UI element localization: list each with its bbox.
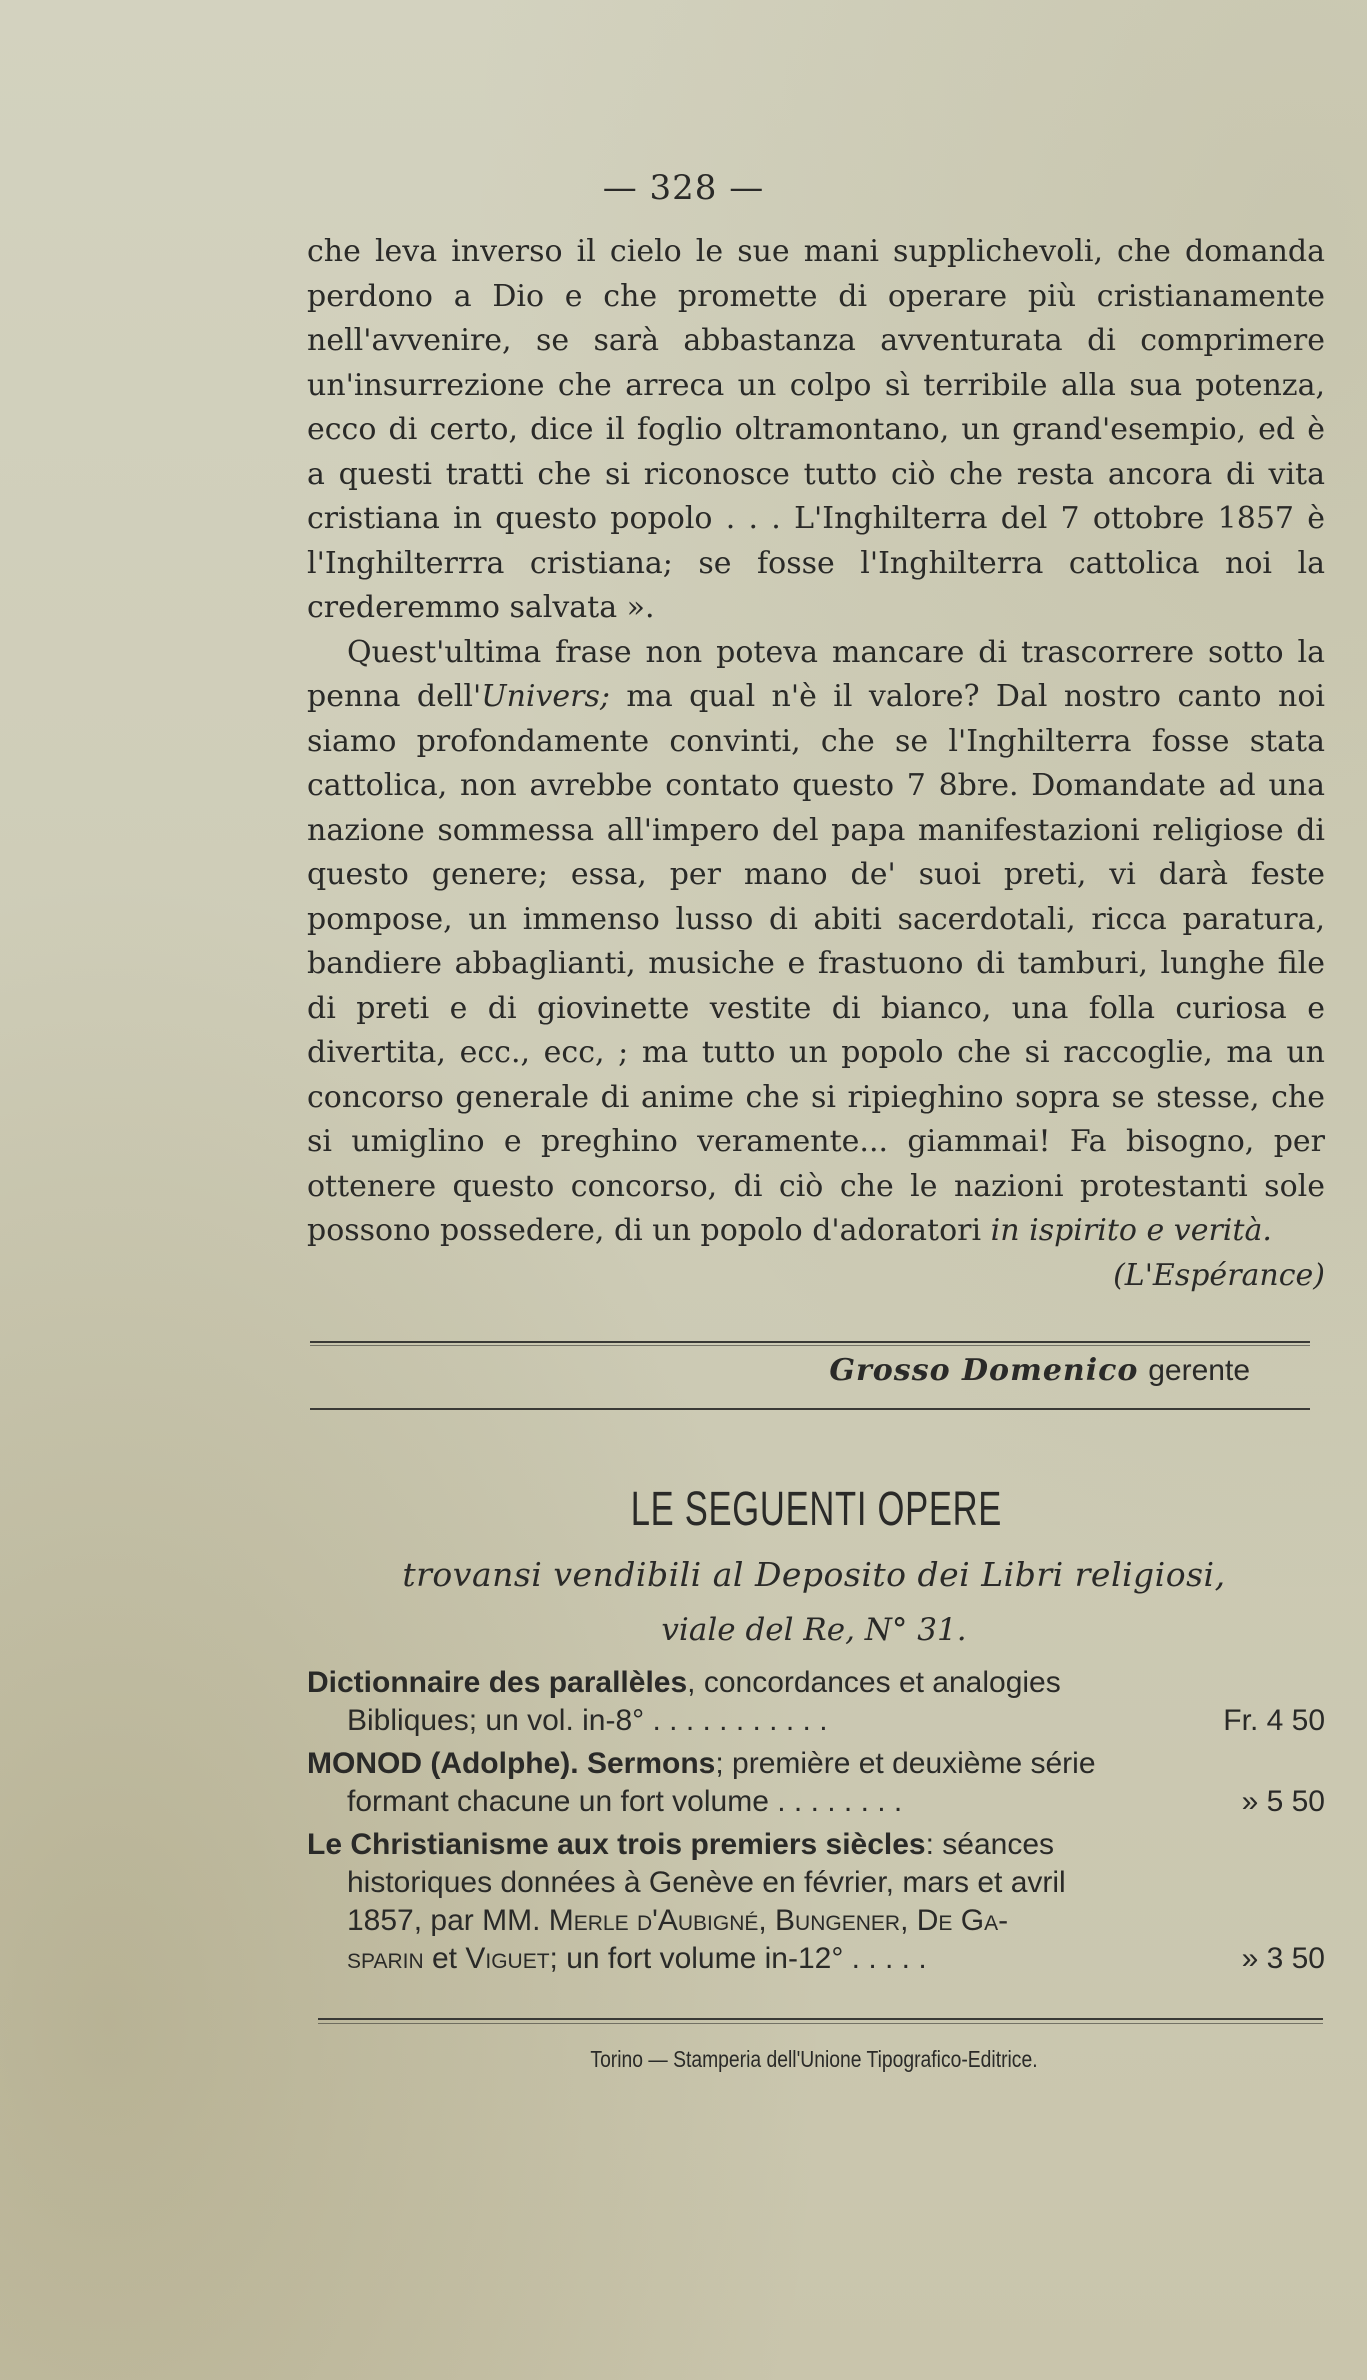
book-price: » 5 50 [1241, 1785, 1325, 1818]
rule-top-signature-thin [310, 1345, 1310, 1346]
article-paragraph-2 [307, 631, 1325, 1293]
rule-footer-thin [318, 2023, 1323, 2024]
advert-subtitle: trovansi vendibili al Deposito dei Libri religiosi, [402, 1555, 1226, 1594]
article-paragraph-1: che leva inverso il cielo le sue mani supplichevoli, che domanda perdono a Dio e che promette di operare più cristianamente nell'avvenire, se sarà abbastanza avventurata di comprimere un'insurrezione che arreca un colpo sì terribile alla sua potenza, ecco di certo, dice il foglio oltramontano, un grand'esempio, ed è a questi tratti che si riconosce tutto ciò che resta ancora di vita cristiana in questo popolo . . . L'Inghilterra del 7 ottobre 1857 è l'Inghilterrra cristiana; se fosse l'Inghilterra cattolica noi la crederemmo salvata ». [307, 234, 1325, 625]
page-number: — 328 — [602, 168, 765, 208]
book-entry: Dictionnaire des parallèles, concordances et analogies Bibliques; un vol. in-8° . . . . . . . . . . . Fr. 4 50 [307, 1664, 1325, 1740]
univers-title: Univers; [481, 679, 611, 714]
author-name: sparin [347, 1942, 424, 1975]
paragraph-2-start: Quest'ultima frase non poteva mancare di trascorrere sotto la penna dell' [307, 634, 1325, 714]
author-name: Merle d'Aubigné [548, 1904, 759, 1937]
paragraph-2-middle: ma qual n'è il valore? Dal nostro canto noi siamo profondamente convinti, che se l'Inghilterra fosse stata cattolica, non avrebbe contato questo 7 8bre. Domandate ad una nazione sommessa all'impero del papa manifestazioni religiose di questo genere; essa, per mano de' suoi preti, vi darà feste pompose, un immenso lusso di abiti sacerdotali, ricca paratura, bandiere abbaglianti, musiche e frastuono di tamburi, lunghe file di preti e di giovinette vestite di bianco, una folla curiosa e divertita, ecc., ecc, ; ma tutto un popolo che si raccoglie, ma un concorso generale di anime che si ripieghino sopra se stesse, che si umiglino e preghino veramente... giammai! Fa bisogno, per ottenere questo concorso, di ciò che le nazioni protestanti sole possono possedere, di un popolo d'adoratori [307, 679, 1325, 1248]
article-source: (L'Espérance) [1113, 1257, 1325, 1293]
book-entry: Le Christianisme aux trois premiers siècles: séances historiques données à Genève en février, mars et avril 1857, par MM. Merle d'Aubigné, Bungener, De Ga- sparin et Viguet; un fort volume in-12° . . . . . » 3 50 [307, 1826, 1325, 1978]
book-title: MONOD (Adolphe). Sermons [307, 1747, 716, 1780]
advert-title: LE SEGUENTI OPERE [630, 1483, 1003, 1536]
article-body [307, 230, 1325, 1298]
rule-footer [318, 2018, 1323, 2020]
book-title: Dictionnaire des parallèles [307, 1666, 688, 1699]
signature-role: gerente [1148, 1354, 1250, 1387]
paragraph-2-italic-end: in ispirito e verità. [990, 1213, 1272, 1248]
book-entry: MONOD (Adolphe). Sermons; première et deuxième série formant chacune un fort volume . . . . . . . . » 5 50 [307, 1745, 1325, 1821]
signature [0, 1352, 1250, 1388]
advert-address: viale del Re, N° 31. [661, 1612, 967, 1648]
book-price: » 3 50 [1241, 1942, 1325, 1975]
printer-footer: Torino — Stamperia dell'Unione Tipografico-Editrice. [590, 2046, 1038, 2072]
rule-bottom-signature [310, 1408, 1310, 1410]
author-name: De Ga- [916, 1904, 1009, 1937]
author-name: Viguet [465, 1942, 550, 1975]
rule-top-signature [310, 1341, 1310, 1343]
signature-name: Grosso Domenico [829, 1353, 1139, 1388]
book-list [307, 1664, 1325, 1983]
book-title: Le Christianisme aux trois premiers siècles [307, 1828, 926, 1861]
author-name: Bungener [775, 1904, 901, 1937]
book-price: Fr. 4 50 [1223, 1704, 1325, 1737]
